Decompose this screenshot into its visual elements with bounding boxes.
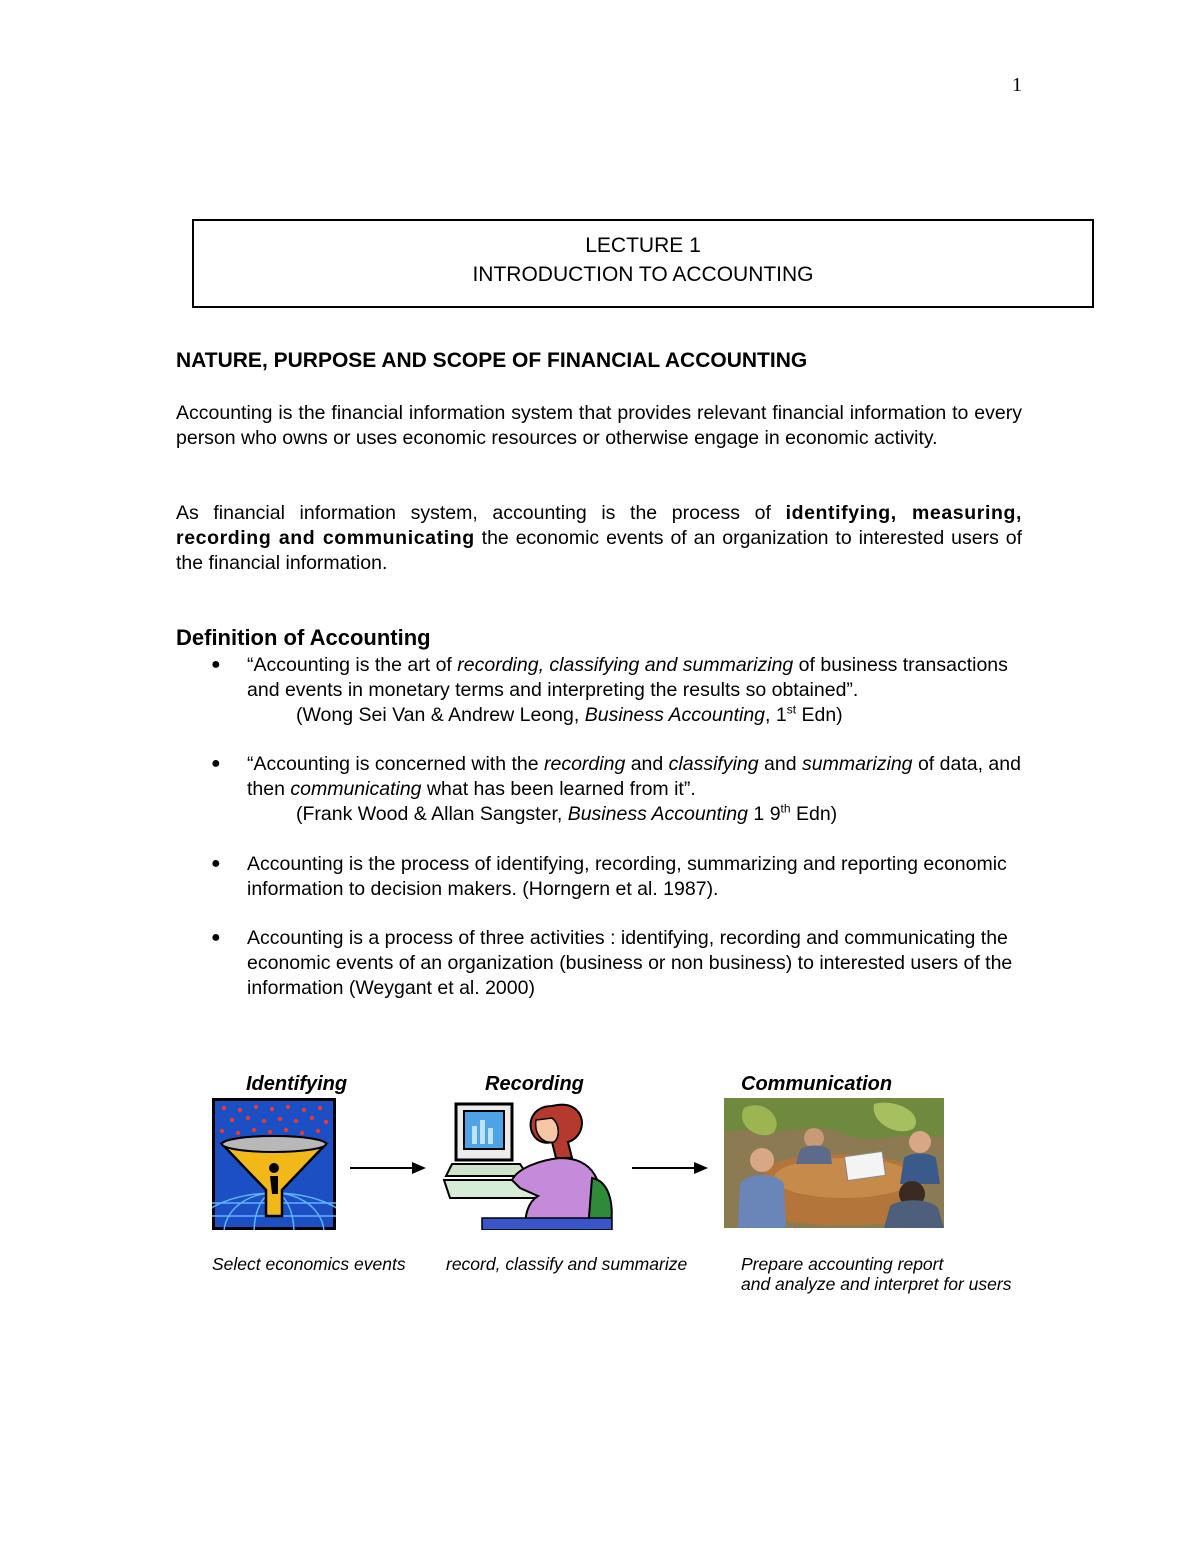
text: and <box>758 753 802 776</box>
process-paragraph <box>176 501 1022 576</box>
arrow-right-icon <box>632 1158 708 1178</box>
communication-label: Communication <box>741 1073 893 1095</box>
bullet-icon: ● <box>211 755 221 773</box>
book-title: Business Accounting <box>584 703 766 726</box>
superscript: st <box>786 702 797 717</box>
identifying-label: Identifying <box>246 1073 348 1095</box>
recording-caption: record, classify and summarize <box>446 1254 688 1274</box>
title-box <box>192 219 1094 308</box>
page-number: 1 <box>1012 74 1022 96</box>
emphasis: communicating <box>290 778 422 801</box>
process-text-end: the economic events of an organization to interested users of the financial information. <box>176 527 1023 574</box>
caption-line: and analyze and interpret for users <box>741 1274 1012 1294</box>
communication-caption <box>741 1254 1011 1294</box>
text: (Wong Sei Van & Andrew Leong, <box>296 703 585 726</box>
text: , 1 <box>765 703 787 726</box>
definition-item <box>176 926 1036 1000</box>
text: and <box>625 753 669 776</box>
text: Edn) <box>790 802 838 825</box>
text: of business transactions and events in monetary terms and interpreting the results so obtained”. <box>247 654 1008 701</box>
bullet-icon: ● <box>211 929 221 947</box>
section-heading: NATURE, PURPOSE AND SCOPE OF FINANCIAL ACCOUNTING <box>176 349 808 372</box>
definition-list <box>176 653 1036 1026</box>
emphasis: recording, classifying and summarizing <box>457 654 794 676</box>
computer-user-icon <box>442 1098 618 1230</box>
text: (Frank Wood & Allan Sangster, <box>296 802 568 825</box>
bullet-icon: ● <box>211 854 221 872</box>
text: what has been learned from it”. <box>421 778 696 801</box>
caption-line: Prepare accounting report <box>741 1254 944 1274</box>
lecture-title: INTRODUCTION TO ACCOUNTING <box>472 263 814 286</box>
citation <box>247 703 1036 728</box>
definition-item <box>176 653 1036 727</box>
definition-item <box>176 752 1036 826</box>
book-title: Business Accounting <box>567 802 749 825</box>
definition-item <box>176 852 1036 902</box>
arrow-right-icon <box>350 1158 426 1178</box>
citation <box>247 802 1036 827</box>
identifying-caption: Select economics events <box>212 1254 406 1274</box>
superscript: th <box>780 801 791 816</box>
definition-heading: Definition of Accounting <box>176 625 431 650</box>
bullet-icon: ● <box>211 656 221 673</box>
emphasis: recording <box>544 753 626 776</box>
text: Accounting is the process of identifying, recording, summarizing and reporting economic information to decision makers. (Horngern et al. 1987). <box>247 852 1007 900</box>
recording-label: Recording <box>485 1073 584 1095</box>
text: Accounting is a process of three activities : identifying, recording and communicating the economic events of an organization (business or non business) to interested users of the information (Weygant et al. 2000) <box>247 927 1013 999</box>
lecture-number: LECTURE 1 <box>585 234 701 257</box>
text: 1 9 <box>748 802 781 825</box>
meeting-photo-icon <box>724 1098 944 1228</box>
emphasis: classifying <box>668 753 759 776</box>
process-steps-bold: identifying, measuring, recording and communicating <box>176 502 1023 549</box>
text: Edn) <box>796 703 843 726</box>
intro-paragraph: Accounting is the financial information system that provides relevant financial information to every person who owns or uses economic resources or otherwise engage in economic activity. <box>176 402 1022 449</box>
funnel-info-icon <box>212 1098 336 1230</box>
text: “Accounting is the art of <box>247 654 458 676</box>
process-text-start: As financial information system, accounting is the process of <box>176 502 786 524</box>
text: “Accounting is concerned with the <box>247 753 544 776</box>
text: of data, and then <box>247 753 1021 801</box>
emphasis: summarizing <box>802 753 913 776</box>
